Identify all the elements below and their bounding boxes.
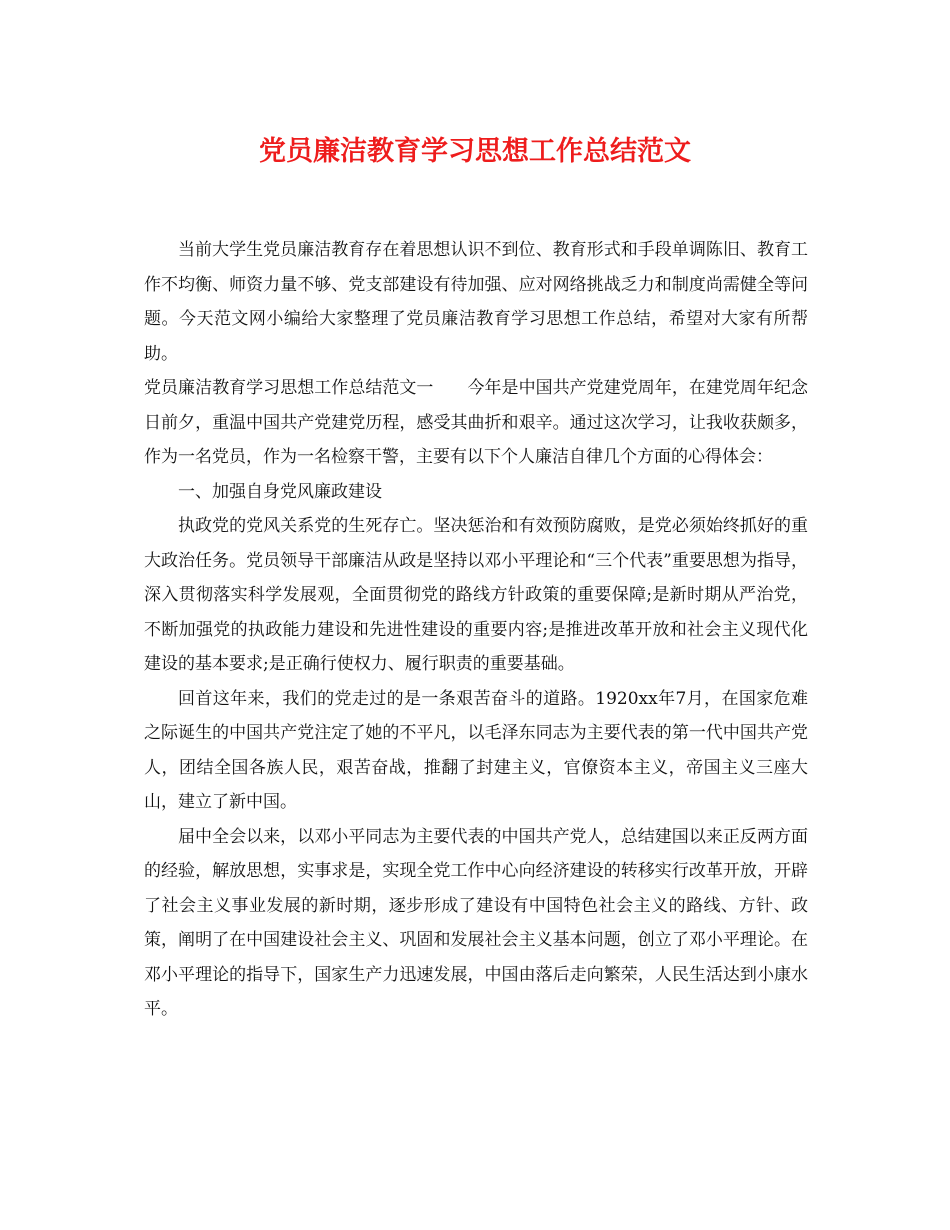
paragraph-section-one: 党员廉洁教育学习思想工作总结范文一 今年是中国共产党建党周年，在建党周年纪念日前夕，重温中国共产党建党历程，感受其曲折和艰辛。通过这次学习，让我收获颇多，作为一名党员，作为一名检察干警，主要有以下个人廉洁自律几个方面的心得体会： <box>144 378 808 467</box>
document-body <box>144 233 808 1027</box>
paragraph-party-conduct: 执政党的党风关系党的生死存亡。坚决惩治和有效预防腐败，是党必须始终抓好的重大政治任务。党员领导干部廉洁从政是坚持以邓小平理论和“三个代表”重要思想为指导，深入贯彻落实科学发展观，全面贯彻党的路线方针政策的重要保障;是新时期从严治党，不断加强党的执政能力建设和先进性建设的重要内容;是推进改革开放和社会主义现代化建设的基本要求;是正确行使权力、履行职责的重要基础。 <box>144 516 808 674</box>
paragraph-reform: 届中全会以来，以邓小平同志为主要代表的中国共产党人，总结建国以来正反两方面的经验，解放思想，实事求是，实现全党工作中心向经济建设的转移实行改革开放，开辟了社会主义事业发展的新时期，逐步形成了建设有中国特色社会主义的路线、方针、政策，阐明了在中国建设社会主义、巩固和发展社会主义基本问题，创立了邓小平理论。在邓小平理论的指导下，国家生产力迅速发展，中国由落后走向繁荣，人民生活达到小康水平。 <box>144 826 808 1019</box>
document-title: 党员廉洁教育学习思想工作总结范文 <box>259 136 691 167</box>
paragraph-history: 回首这年来，我们的党走过的是一条艰苦奋斗的道路。1920xx年7月，在国家危难之际诞生的中国共产党注定了她的不平凡，以毛泽东同志为主要代表的第一代中国共产党人，团结全国各族人民，艰苦奋战，推翻了封建主义，官僚资本主义，帝国主义三座大山，建立了新中国。 <box>144 688 808 812</box>
paragraph-intro: 当前大学生党员廉洁教育存在着思想认识不到位、教育形式和手段单调陈旧、教育工作不均衡、师资力量不够、党支部建设有待加强、应对网络挑战乏力和制度尚需健全等问题。今天范文网小编给大家整理了党员廉洁教育学习思想工作总结，希望对大家有所帮助。 <box>144 240 808 364</box>
heading-party-conduct: 一、加强自身党风廉政建设 <box>178 481 382 502</box>
